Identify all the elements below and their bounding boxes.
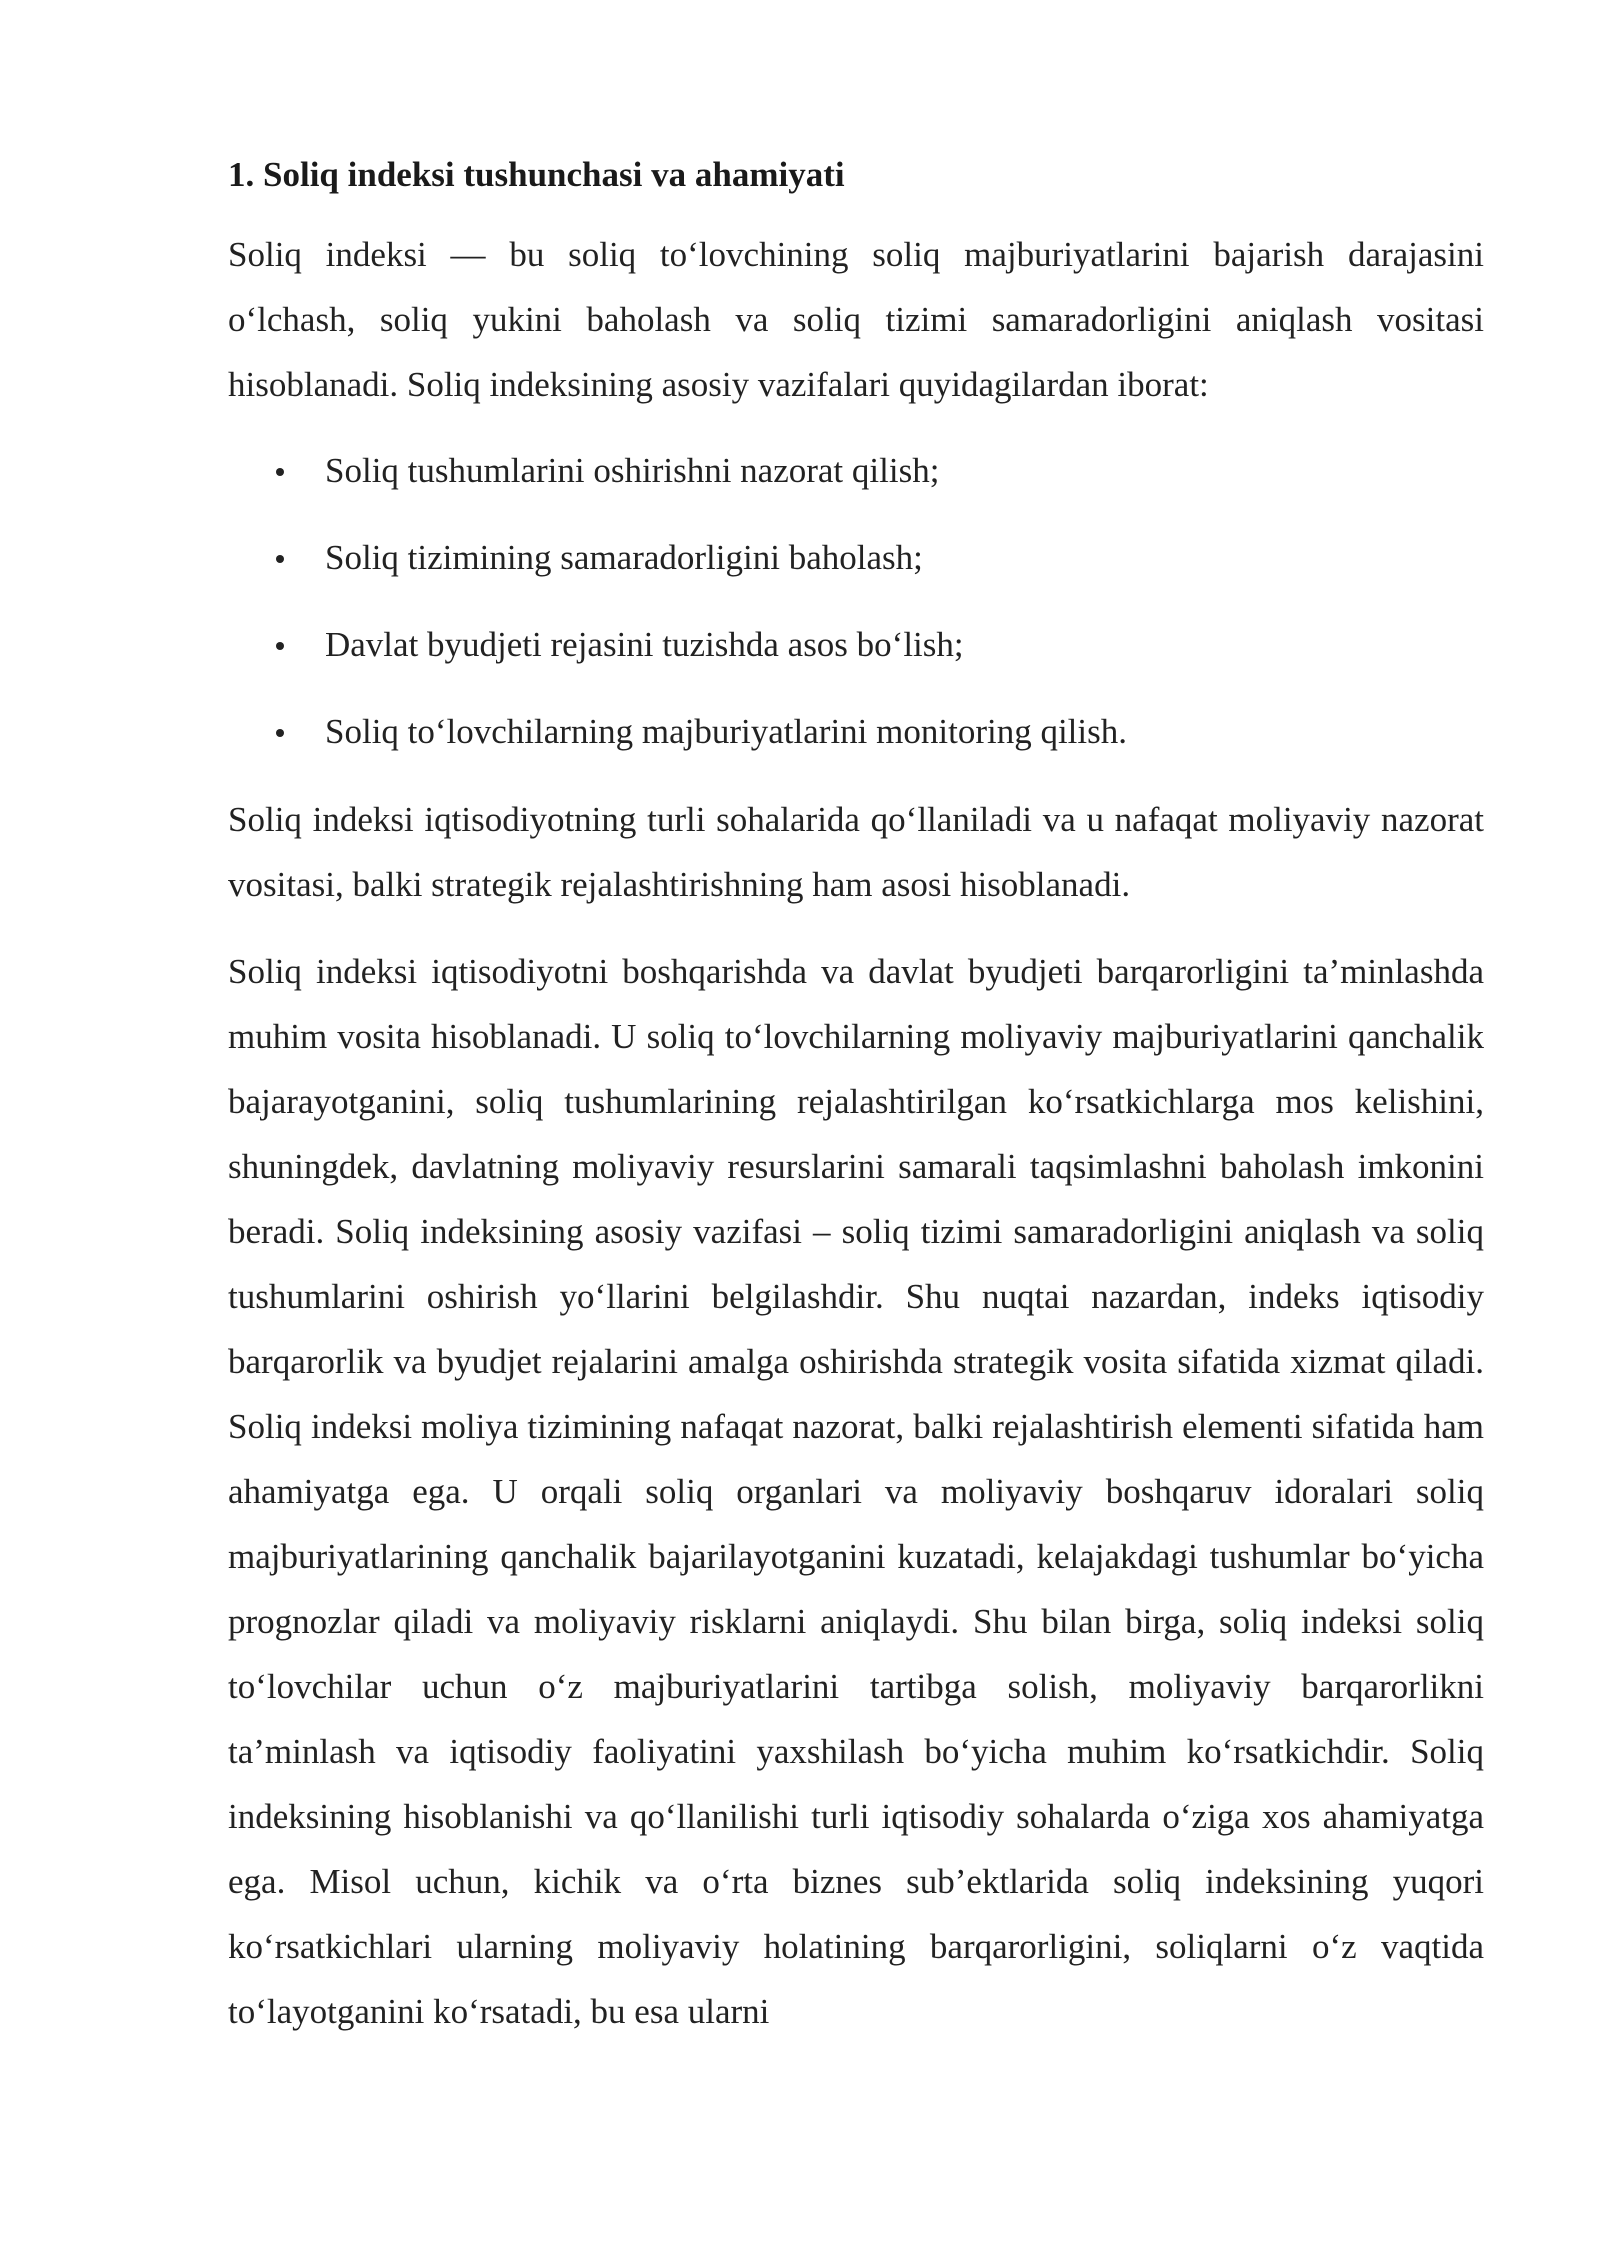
intro-paragraph: Soliq indeksi — bu soliq to‘lovchining soliq majburiyatlarini bajarish darajasini o‘lchash, soliq yukini baholash va soliq tizimi samaradorligini aniqlash vositasi hisoblanadi. Soliq indeksining asosiy vazifalari quyidagilardan iborat: <box>228 235 1484 404</box>
bullet-icon <box>276 642 284 650</box>
bullet-icon <box>276 729 284 737</box>
list-item <box>228 439 1484 503</box>
bullet-icon <box>276 468 284 476</box>
list-item-text: Soliq to‘lovchilarning majburiyatlarini monitoring qilish. <box>325 712 1127 751</box>
section-heading: 1. Soliq indeksi tushunchasi va ahamiyati <box>228 155 845 194</box>
list-item <box>228 613 1484 677</box>
application-paragraph: Soliq indeksi iqtisodiyotning turli sohalarida qo‘llaniladi va u nafaqat moliyaviy nazorat vositasi, balki strategik rejalashtirishning ham asosi hisoblanadi. <box>228 800 1484 904</box>
list-item-text: Soliq tizimining samaradorligini baholash; <box>325 538 923 577</box>
list-item-text: Davlat byudjeti rejasini tuzishda asos bo‘lish; <box>325 625 964 664</box>
document-page <box>228 150 1484 2066</box>
functions-list <box>228 439 1484 764</box>
main-paragraph: Soliq indeksi iqtisodiyotni boshqarishda va davlat byudjeti barqarorligini ta’minlashda muhim vosita hisoblanadi. U soliq to‘lovchilarning moliyaviy majburiyatlarini qanchalik bajarayotganini, soliq tushumlarining rejalashtirilgan ko‘rsatkichlarga mos kelishini, shuningdek, davlatning moliyaviy resurslarini samarali taqsimlashni baholash imkonini beradi. Soliq indeksining asosiy vazifasi – soliq tizimi samaradorligini aniqlash va soliq tushumlarini oshirish yo‘llarini belgilashdir. Shu nuqtai nazardan, indeks iqtisodiy barqarorlik va byudjet rejalarini amalga oshirishda strategik vosita sifatida xizmat qiladi. Soliq indeksi moliya tizimining nafaqat nazorat, balki rejalashtirish elementi sifatida ham ahamiyatga ega. U orqali soliq organlari va moliyaviy boshqaruv idoralari soliq majburiyatlarining qanchalik bajarilayotganini kuzatadi, kelajakdagi tushumlar bo‘yicha prognozlar qiladi va moliyaviy risklarni aniqlaydi. Shu bilan birga, soliq indeksi soliq to‘lovchilar uchun o‘z majburiyatlarini tartibga solish, moliyaviy barqarorlikni ta’minlash va iqtisodiy faoliyatini yaxshilash bo‘yicha muhim ko‘rsatkichdir. Soliq indeksining hisoblanishi va qo‘llanilishi turli iqtisodiy sohalarda o‘ziga xos ahamiyatga ega. Misol uchun, kichik va o‘rta biznes sub’ektlarida soliq indeksining yuqori ko‘rsatkichlari ularning moliyaviy holatining barqarorligini, soliqlarni o‘z vaqtida to‘layotganini ko‘rsatadi, bu esa ularni <box>228 952 1484 2031</box>
list-item-text: Soliq tushumlarini oshirishni nazorat qilish; <box>325 451 940 490</box>
bullet-icon <box>276 555 284 563</box>
list-item <box>228 700 1484 764</box>
list-item <box>228 526 1484 590</box>
